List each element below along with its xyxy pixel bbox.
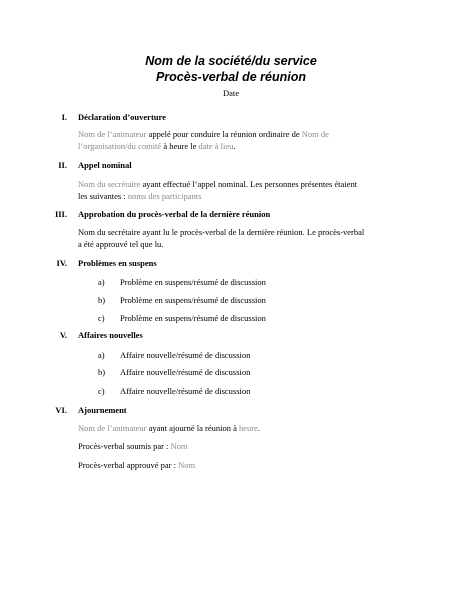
text-run: le [190, 140, 197, 151]
approved-by-line [78, 460, 378, 472]
section-3-paragraph [78, 227, 408, 250]
list-item-letter: a) [98, 277, 105, 287]
list-item: Problème en suspens/résumé de discussion [120, 313, 266, 323]
text-run: Nom du secrétaire ayant lu le procès-verbal de la dernière réunion. Le procès-verbal [78, 227, 365, 237]
text-run: ayant ajourné la réunion à [146, 423, 239, 433]
section-heading-4: Problèmes en suspens [78, 258, 157, 268]
placeholder-facilitator: Nom de l’animateur [78, 129, 147, 139]
list-item: Problème en suspens/résumé de discussion [120, 295, 266, 305]
placeholder-org-2: l’organisation/du comité [78, 140, 162, 151]
list-item: Problème en suspens/résumé de discussion [120, 277, 266, 287]
placeholder-participants: noms des participants [125, 190, 202, 201]
list-item: Affaire nouvelle/résumé de discussion [120, 367, 251, 377]
text-run: . [233, 140, 236, 151]
section-number-6: VI. [55, 405, 67, 415]
text-run: a été approuvé tel que lu. [78, 238, 164, 249]
list-item-letter: a) [98, 350, 105, 360]
text-run: Procès-verbal approuvé par : [78, 460, 179, 470]
placeholder-facilitator: Nom de l’animateur [78, 423, 147, 433]
placeholder-org-1: Nom de [301, 129, 329, 139]
section-number-3: III. [54, 209, 67, 219]
section-heading-3: Approbation du procès-verbal de la dernière réunion [78, 209, 271, 219]
list-item-letter: c) [98, 386, 105, 396]
section-heading-2: Appel nominal [78, 160, 132, 170]
adjournment-line [78, 423, 378, 435]
text-run: appelé pour conduire la réunion ordinaire de [146, 129, 302, 139]
section-1-paragraph [78, 129, 398, 152]
section-number-5: V. [59, 330, 67, 340]
section-2-paragraph [78, 179, 398, 202]
text-run: ayant effectué l’appel nominal. Les personnes présentes étaient [140, 179, 358, 189]
company-name: Nom de la société/du service [145, 54, 317, 68]
placeholder-time: heure [238, 423, 258, 433]
document-title: Procès-verbal de réunion [155, 70, 307, 84]
section-number-4: IV. [56, 258, 67, 268]
list-item: Affaire nouvelle/résumé de discussion [120, 350, 251, 360]
list-item-letter: b) [98, 295, 106, 305]
placeholder-date-place: date à lieu [196, 140, 234, 151]
text-run: Procès-verbal soumis par : [78, 441, 171, 451]
list-item: Affaire nouvelle/résumé de discussion [120, 386, 251, 396]
placeholder-secretary: Nom du secrétaire [78, 179, 141, 189]
text-run: les suivantes : [78, 190, 126, 201]
placeholder-name: Nom [178, 460, 196, 470]
list-item-letter: c) [98, 313, 105, 323]
list-item-letter: b) [98, 367, 106, 377]
meeting-date: Date [222, 88, 240, 98]
section-heading-5: Affaires nouvelles [78, 330, 143, 340]
section-heading-6: Ajournement [78, 405, 127, 415]
placeholder-name: Nom [170, 441, 188, 451]
submitted-by-line [78, 441, 378, 453]
text-run: . [257, 423, 260, 433]
section-number-2: II. [58, 160, 67, 170]
text-run: à heure [161, 140, 191, 151]
section-heading-1: Déclaration d’ouverture [78, 112, 166, 122]
section-number-1: I. [61, 112, 67, 122]
